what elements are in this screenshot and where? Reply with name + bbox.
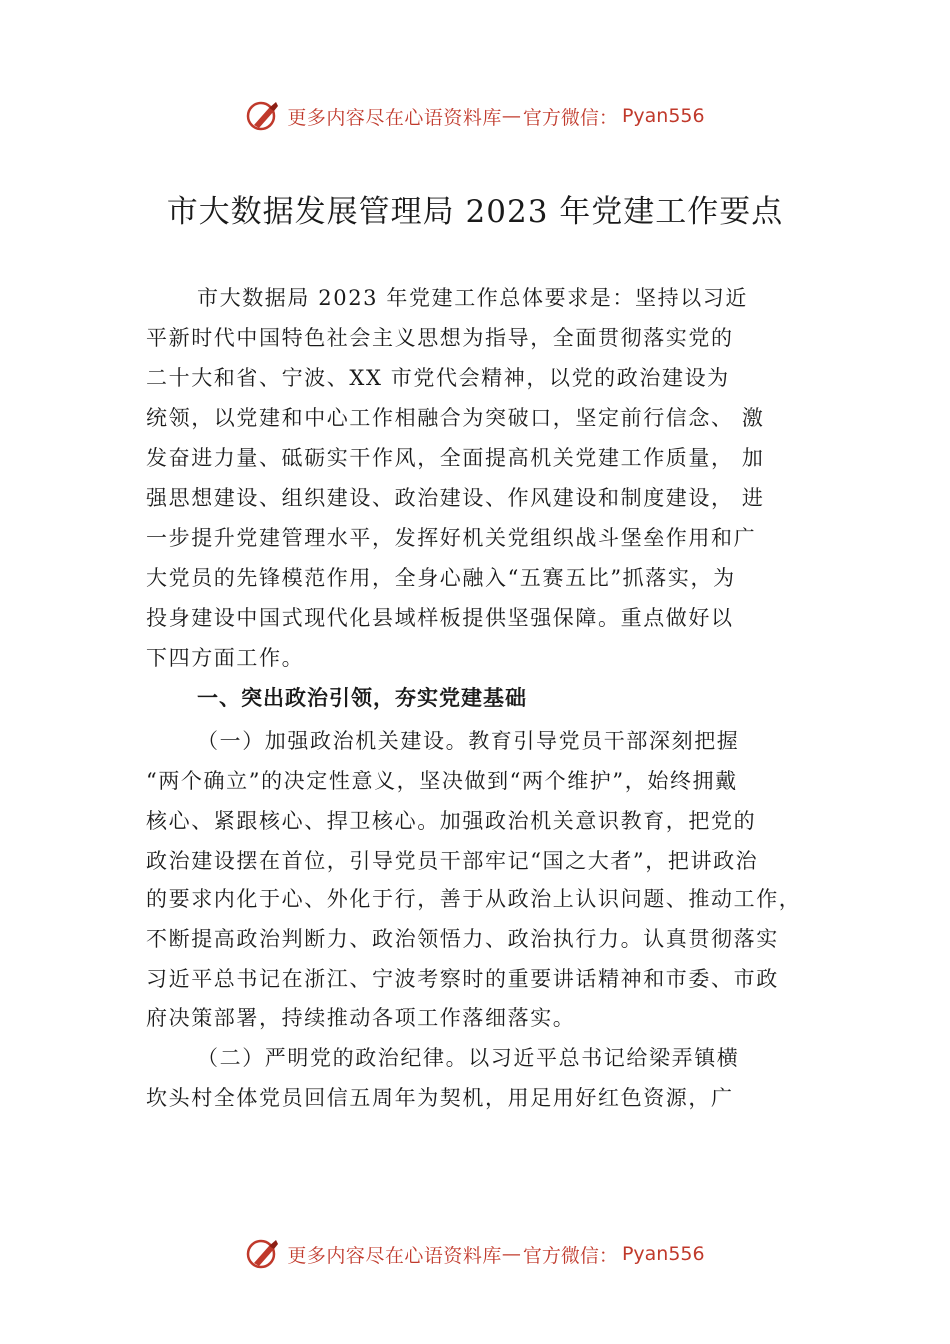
pen-logo-icon bbox=[245, 1236, 281, 1272]
banner-text: 更多内容尽在心语资料库 bbox=[287, 106, 502, 129]
paragraph-line: 不断提高政治判断力、政治领悟力、政治执行力。认真贯彻落实 bbox=[146, 927, 779, 951]
paragraph-line: 一步提升党建管理水平，发挥好机关党组织战斗堡垒作用和广 bbox=[146, 526, 757, 550]
paragraph-line: 坎头村全体党员回信五周年为契机，用足用好红色资源，广 bbox=[146, 1086, 734, 1110]
banner-wechat-id: Pyan556 bbox=[621, 105, 705, 127]
paragraph-line: 强思想建设、组织建设、政治建设、作风建设和制度建设， 进 bbox=[146, 486, 765, 510]
banner-wechat-label: 官方微信： bbox=[522, 106, 618, 129]
paragraph-line: 习近平总书记在浙江、宁波考察时的重要讲话精神和市委、市政 bbox=[146, 967, 779, 991]
paragraph-line: 核心、紧跟核心、捍卫核心。加强政治机关意识教育，把党的 bbox=[146, 809, 757, 833]
paragraph-line: 大党员的先锋模范作用，全身心融入“五赛五比”抓落实，为 bbox=[146, 566, 736, 590]
footer-banner bbox=[0, 1234, 950, 1274]
banner-text: 更多内容尽在心语资料库 bbox=[287, 1244, 502, 1267]
section-heading: 一、突出政治引领，夯实党建基础 bbox=[197, 686, 527, 710]
paragraph-line: 的要求内化于心、外化于行，善于从政治上认识问题、推动工作， bbox=[146, 887, 802, 911]
banner-dash: — bbox=[501, 105, 521, 127]
header-banner bbox=[0, 96, 950, 136]
pen-logo-icon bbox=[245, 98, 281, 134]
paragraph-line: （二）严明党的政治纪律。以习近平总书记给梁弄镇横 bbox=[197, 1046, 740, 1070]
paragraph-line: “两个确立”的决定性意义，坚决做到“两个维护”，始终拥戴 bbox=[146, 769, 738, 793]
banner-dash: — bbox=[501, 1243, 521, 1265]
paragraph-line: 二十大和省、宁波、XX 市党代会精神，以党的政治建设为 bbox=[146, 366, 730, 390]
banner-wechat-id: Pyan556 bbox=[621, 1243, 705, 1265]
paragraph-line: 平新时代中国特色社会主义思想为指导，全面贯彻落实党的 bbox=[146, 326, 734, 350]
paragraph-line: 投身建设中国式现代化县域样板提供坚强保障。重点做好以 bbox=[146, 606, 734, 630]
paragraph-line: 发奋进力量、砥砺实干作风，全面提高机关党建工作质量， 加 bbox=[146, 446, 765, 470]
paragraph-line: 统领，以党建和中心工作相融合为突破口，坚定前行信念、 激 bbox=[146, 406, 765, 430]
paragraph-line: 府决策部署，持续推动各项工作落细落实。 bbox=[146, 1006, 576, 1030]
banner-wechat-label: 官方微信： bbox=[522, 1244, 618, 1267]
paragraph-line: 下四方面工作。 bbox=[146, 646, 305, 670]
document-title: 市大数据发展管理局 2023 年党建工作要点 bbox=[166, 194, 784, 230]
paragraph-line: 政治建设摆在首位，引导党员干部牢记“国之大者”，把讲政治 bbox=[146, 849, 759, 873]
paragraph-line: 市大数据局 2023 年党建工作总体要求是：坚持以习近 bbox=[197, 286, 748, 310]
paragraph-line: （一）加强政治机关建设。教育引导党员干部深刻把握 bbox=[197, 729, 740, 753]
